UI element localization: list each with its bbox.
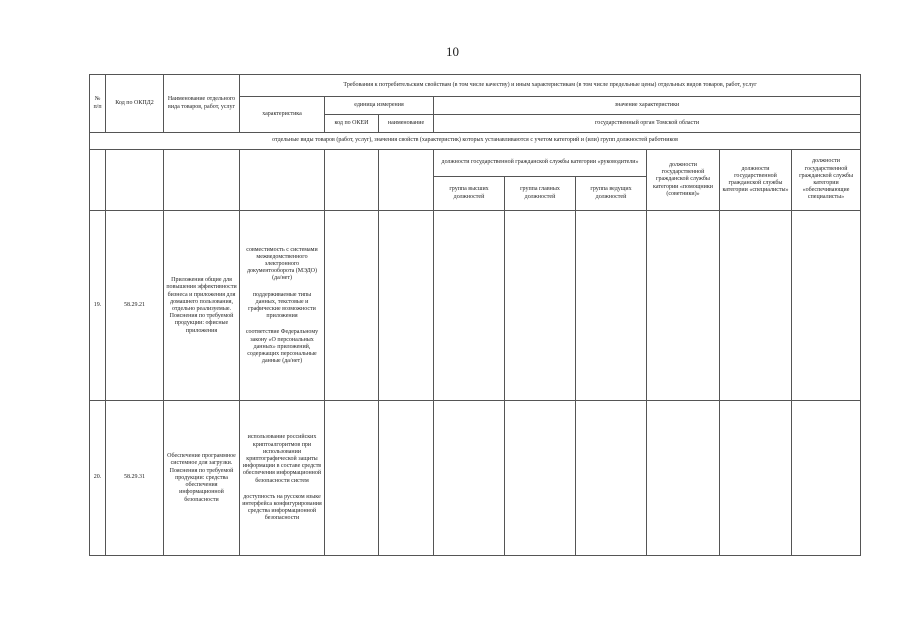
header-okei-code: код по ОКЕИ [325,115,379,133]
group-leading: группа ведущих должностей [576,177,647,211]
characteristic-text: соответствие Федеральному закону «О персональных данных» приложений, содержащих персональные данные (да/нет) [245,329,319,365]
characteristic-text: совместимость с системами межведомственного электронного документооборота (МЭДО) (да/нет) [246,246,318,282]
header-unit: единица измерения [325,97,434,115]
cat-specialists: должности государственной гражданской службы категории «специалисты» [720,150,792,211]
characteristic-text: использование российских криптоалгоритмов при использовании криптографической защиты информации в составе средств обеспечения информационной безопасности систем [242,434,322,484]
header-code: Код по ОКПД2 [106,75,164,133]
cat-support: должности государственной гражданской службы категории «обеспечивающие специалисты» [792,150,861,211]
cat-heads: должности государственной гражданской службы категории «руководители» [434,150,647,177]
header-value: значение характеристики [434,97,861,115]
subheader-note: отдельные виды товаров (работ, услуг), значения свойств (характеристик) которых устанавливаются с учетом категорий и (или) групп должностей работников [90,133,861,150]
header-gov-body: государственный орган Томской области [434,115,861,133]
row-characteristics [240,211,325,401]
group-highest: группа высших должностей [434,177,505,211]
header-num: № п/п [90,75,106,133]
row-num: 19. [90,211,106,401]
row-name: Обеспечение программное системное для загрузки. Пояснения по требуемой продукции: средства обеспечения информационной безопасности [164,401,240,556]
header-name: Наименование отдельного вида товаров, работ, услуг [164,75,240,133]
cat-advisers: должности государственной гражданской службы категории «помощники (советники)» [647,150,720,211]
row-code: 58.29.21 [106,211,164,401]
characteristic-text: доступность на русском языке интерфейса конфигурирования средства информационной безопасности [242,493,322,522]
group-main: группа главных должностей [505,177,576,211]
row-code: 58.29.31 [106,401,164,556]
requirements-table [89,74,861,556]
table-row [90,401,861,556]
row-num: 20. [90,401,106,556]
characteristic-text: поддерживаемые типы данных, текстовые и графические возможности приложения [248,291,316,320]
header-unit-name: наименование [379,115,434,133]
table-row [90,211,861,401]
row-characteristics [240,401,325,556]
header-characteristic: характеристика [240,97,325,133]
row-name: Приложения общие для повышения эффективности бизнеса и приложения для домашнего пользования, отдельно реализуемые. Пояснения по требуемой продукции: офисные приложения [164,211,240,401]
page-number: 10 [446,44,459,59]
header-requirements: Требования к потребительским свойствам (в том числе качеству) и иным характеристикам (в том числе предельные цены) отдельных видов товаров, работ, услуг [240,75,861,97]
